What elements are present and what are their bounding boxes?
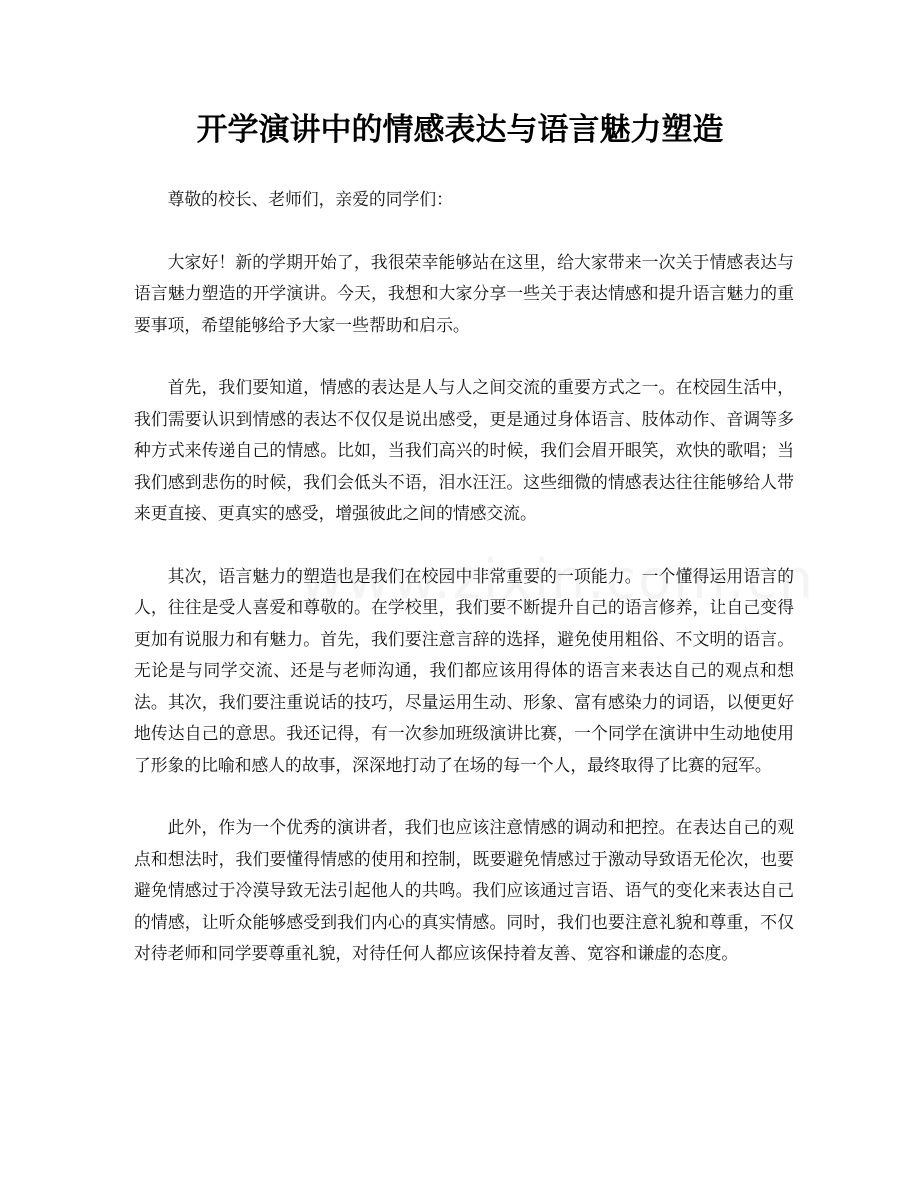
document-title: 开学演讲中的情感表达与语言魅力塑造 xyxy=(196,112,724,148)
paragraph-emotion-control: 此外，作为一个优秀的演讲者，我们也应该注意情感的调动和把控。在表达自己的观点和想法时，我们要懂得情感的使用和控制，既要避免情感过于激动导致语无伦次，也要避免情感过于冷漠导致无法引起他人的共鸣。我们应该通过言语、语气的变化来表达自己的情感，让听众能够感受到我们内心的真实情感。同时，我们也要注意礼貌和尊重，不仅对待老师和同学要尊重礼貌，对待任何人都应该保持着友善、宽容和谦虚的态度。 xyxy=(134,817,794,963)
paragraph-salutation: 尊敬的校长、老师们，亲爱的同学们： xyxy=(167,189,453,209)
paragraph-language-charm: 其次，语言魅力的塑造也是我们在校园中非常重要的一项能力。一个懂得运用语言的人，往往是受人喜爱和尊敬的。在学校里，我们要不断提升自己的语言修养，让自己变得更加有说服力和有魅力。首先，我们要注意言辞的选择，避免使用粗俗、不文明的语言。无论是与同学交流、还是与老师沟通，我们都应该用得体的语言来表达自己的观点和想法。其次，我们要注重说话的技巧，尽量运用生动、形象、富有感染力的词语，以便更好地传达自己的意思。我还记得，有一次参加班级演讲比赛，一个同学在演讲中生动地使用了形象的比喻和感人的故事，深深地打动了在场的每一个人，最终取得了比赛的冠军。 xyxy=(134,565,794,775)
paragraph-intro: 大家好！新的学期开始了，我很荣幸能够站在这里，给大家带来一次关于情感表达与语言魅力塑造的开学演讲。今天，我想和大家分享一些关于表达情感和提升语言魅力的重要事项，希望能够给予大家一些帮助和启示。 xyxy=(134,251,794,335)
paragraph-emotion-expression: 首先，我们要知道，情感的表达是人与人之间交流的重要方式之一。在校园生活中，我们需要认识到情感的表达不仅仅是说出感受，更是通过身体语言、肢体动作、音调等多种方式来传递自己的情感。比如，当我们高兴的时候，我们会眉开眼笑，欢快的歌唱；当我们感到悲伤的时候，我们会低头不语，泪水汪汪。这些细微的情感表达往往能够给人带来更直接、更真实的感受，增强彼此之间的情感交流。 xyxy=(134,377,794,523)
document-body xyxy=(134,184,794,1001)
